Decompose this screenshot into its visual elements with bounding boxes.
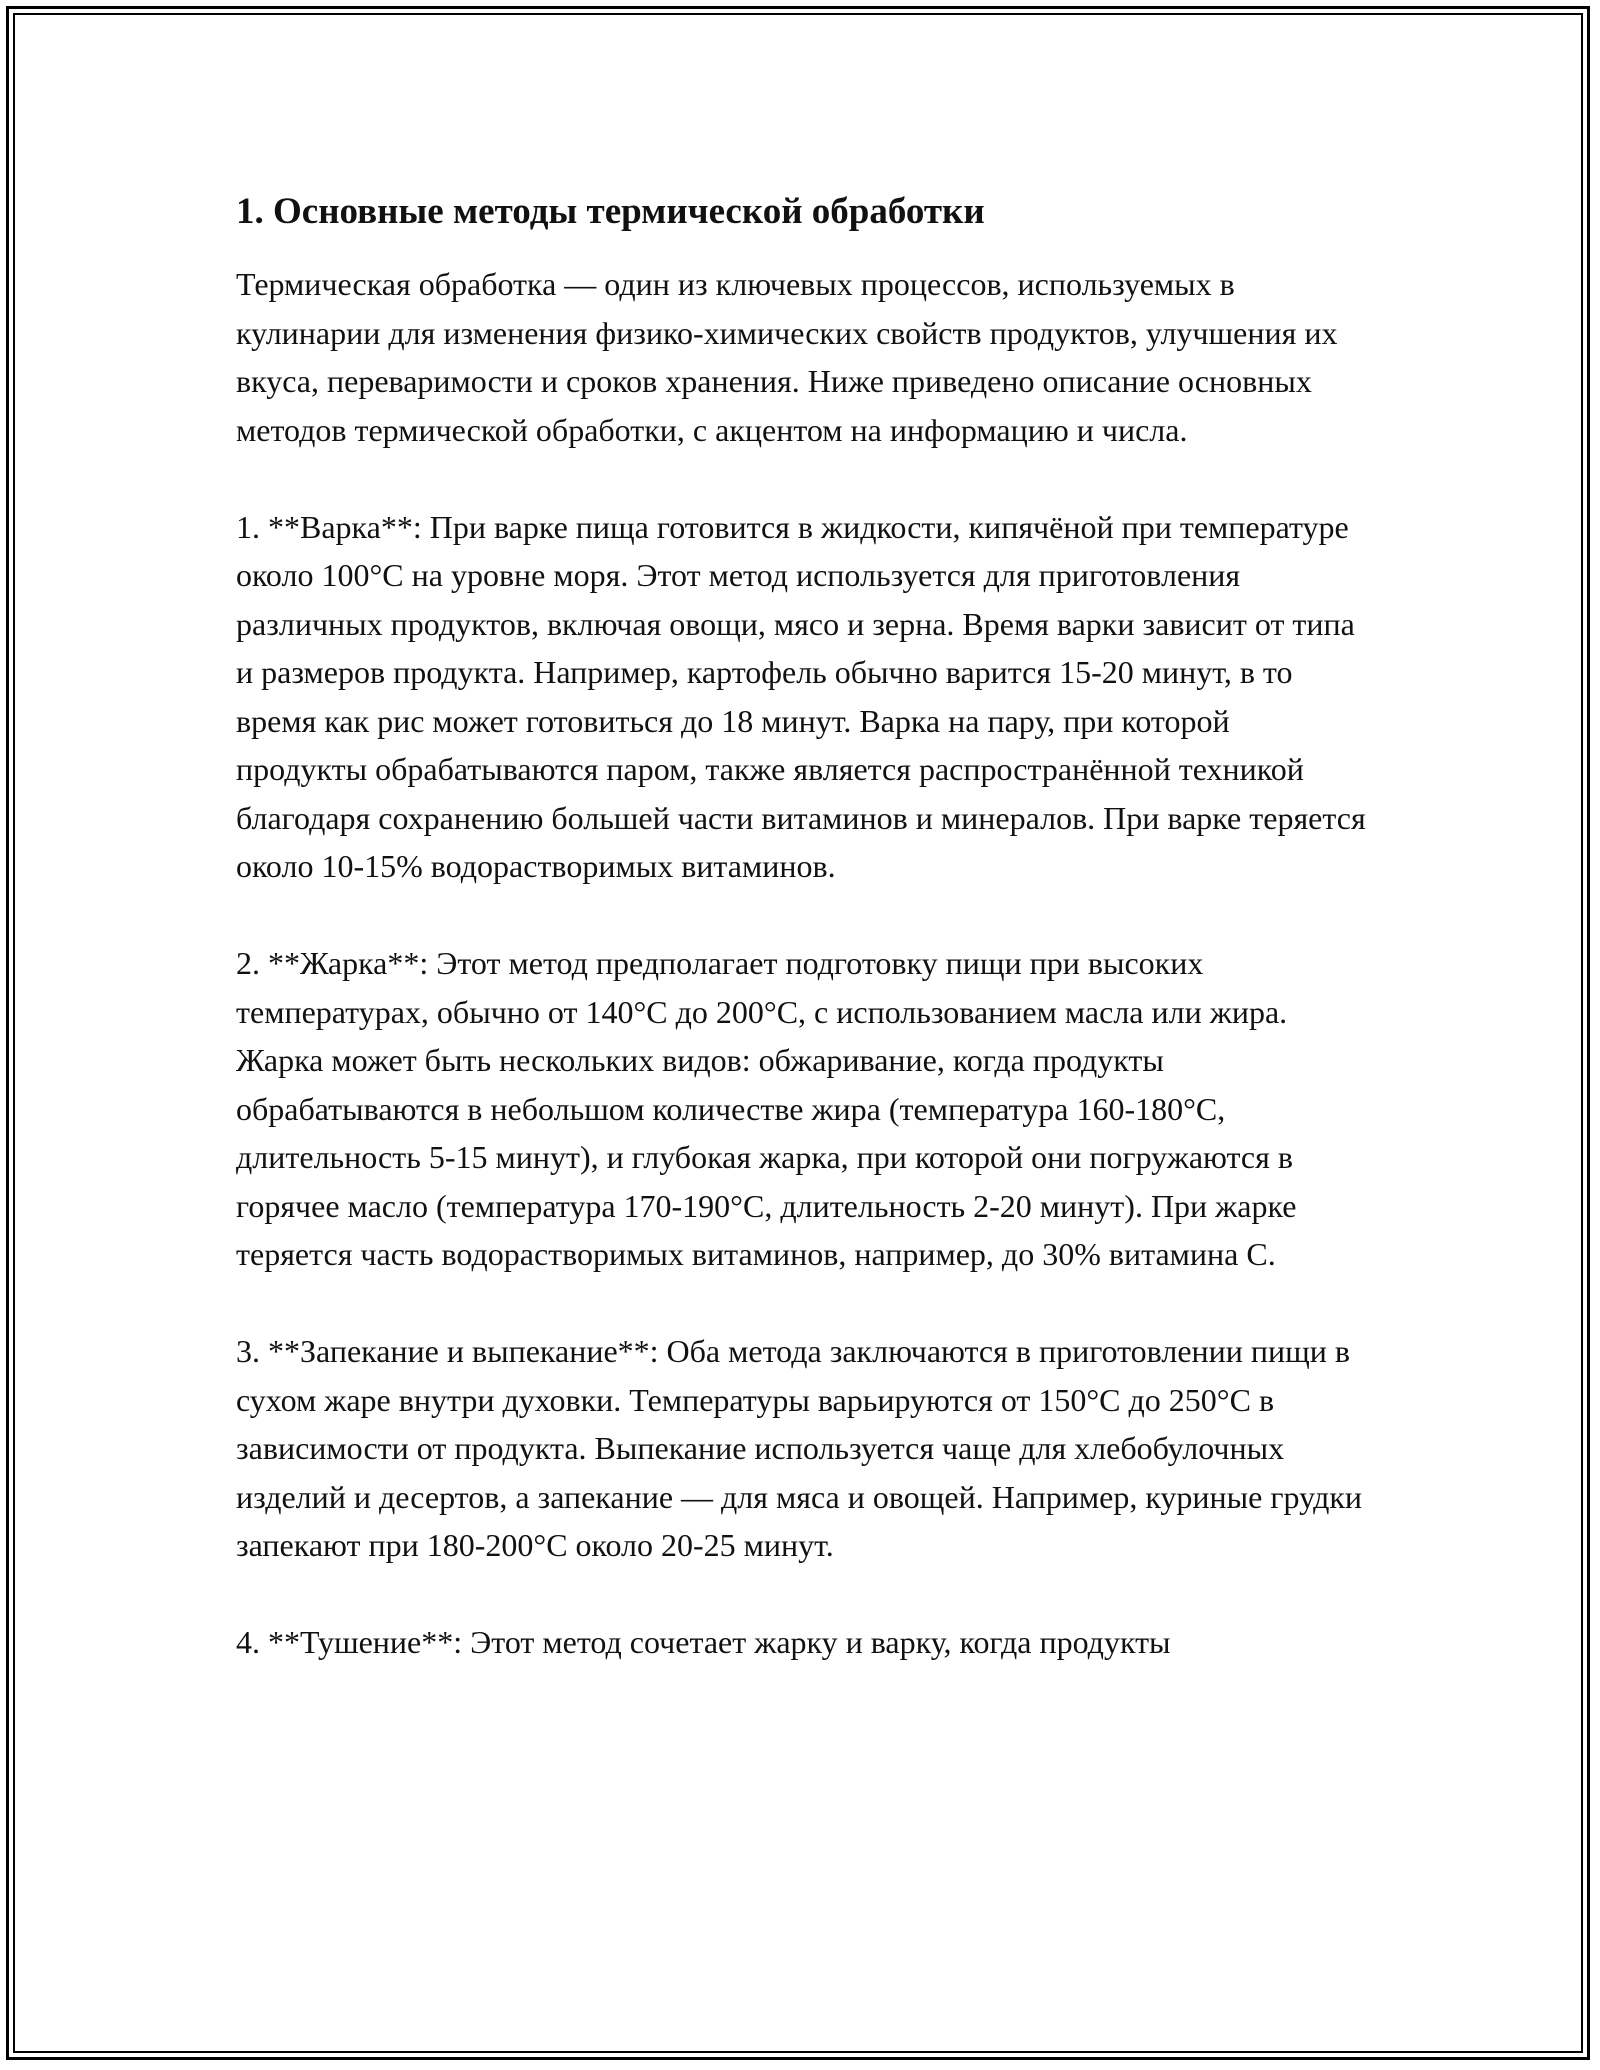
document-body [236, 186, 1366, 1667]
section-heading: 1. Основные методы термической обработки [236, 191, 985, 232]
method-baking-paragraph: 3. **Запекание и выпекание**: Оба метода заключаются в приготовлении пищи в сухом жаре внутри духовки. Температуры варьируются от 150°C до 250°C в зависимости от продукта. Выпекание используется чаще для хлебобулочных изделий и десертов, а запекание — для мяса и овощей. Например, куриные грудки запекают при 180-200°C около 20-25 минут. [236, 1333, 1363, 1563]
method-stewing-paragraph: 4. **Тушение**: Этот метод сочетает жарку и варку, когда продукты [236, 1624, 1171, 1660]
intro-paragraph: Термическая обработка — один из ключевых процессов, используемых в кулинарии для изменения физико-химических свойств продуктов, улучшения их вкуса, переваримости и сроков хранения. Ниже приведено описание основных методов термической обработки, с акцентом на информацию и числа. [236, 266, 1338, 448]
method-frying-paragraph: 2. **Жарка**: Этот метод предполагает подготовку пищи при высоких температурах, обычно от 140°C до 200°C, с использованием масла или жира. Жарка может быть нескольких видов: обжаривание, когда продукты обрабатываются в небольшом количестве жира (температура 160-180°C, длительность 5-15 минут), и глубокая жарка, при которой они погружаются в горячее масло (температура 170-190°C, длительность 2-20 минут). При жарке теряется часть водорастворимых витаминов, например, до 30% витамина C. [236, 945, 1297, 1272]
method-boiling-paragraph: 1. **Варка**: При варке пища готовится в жидкости, кипячёной при температуре около 100°C на уровне моря. Этот метод используется для приготовления различных продуктов, включая овощи, мясо и зерна. Время варки зависит от типа и размеров продукта. Например, картофель обычно варится 15-20 минут, в то время как рис может готовиться до 18 минут. Варка на пару, при которой продукты обрабатываются паром, также является распространённой техникой благодаря сохранению большей части витаминов и минералов. При варке теряется около 10-15% водорастворимых витаминов. [236, 508, 1366, 884]
